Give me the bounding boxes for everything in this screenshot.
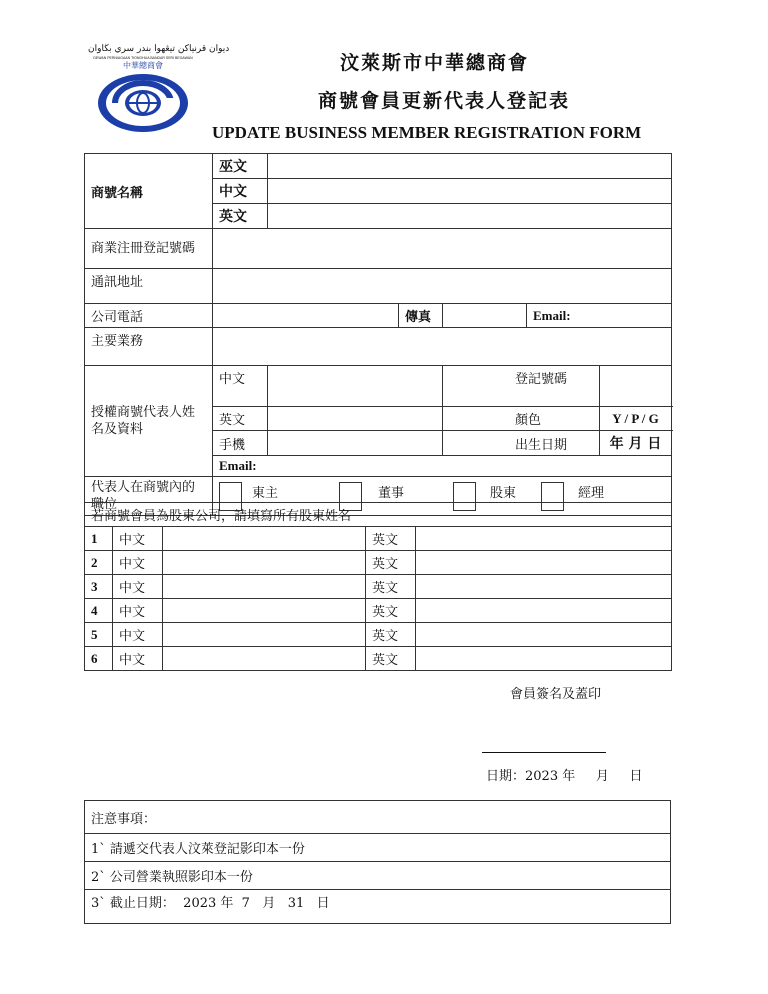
chinese-label: 中文: [113, 551, 163, 575]
signature-date: 日期：2023 年 月 日: [486, 769, 643, 784]
address-field[interactable]: [213, 269, 672, 304]
english-label: 英文: [366, 647, 416, 671]
position-manager[interactable]: 經理: [541, 482, 604, 511]
chinese-label: 中文: [113, 599, 163, 623]
dob-field[interactable]: 年 月 日: [600, 431, 672, 456]
fax-label: 傳真: [399, 304, 443, 328]
phone-field[interactable]: [213, 304, 399, 328]
english-label: 英文: [366, 599, 416, 623]
list-item: 1` 請遞交代表人汶萊登記影印本一份: [85, 834, 671, 862]
position-owner[interactable]: 東主: [219, 482, 278, 511]
reg-no-field[interactable]: [213, 229, 672, 269]
form-title-en: UPDATE BUSINESS MEMBER REGISTRATION FORM: [212, 123, 642, 142]
english-label: 英文: [366, 527, 416, 551]
color-label: 顏色: [443, 407, 600, 431]
list-item: 2` 公司營業執照影印本一份: [85, 862, 671, 890]
shareholder-english-field[interactable]: [416, 551, 672, 575]
logo-malay-script: ديوان قرنياكن تيڠهوا بندر سري بڬاوان: [88, 44, 230, 54]
row-number: 4: [85, 599, 113, 623]
table-row: [85, 551, 672, 575]
email-label: Email:: [527, 304, 672, 328]
logo-chinese-text: 中華總商會: [123, 61, 163, 70]
org-name: 汶萊斯市中華總商會: [340, 52, 530, 74]
rep-english-label: 英文: [213, 407, 268, 431]
chinese-label: 中文: [113, 527, 163, 551]
english-label: 英文: [366, 575, 416, 599]
shareholder-chinese-field[interactable]: [163, 599, 366, 623]
position-director[interactable]: 董事: [339, 482, 404, 511]
business-name-chinese-field[interactable]: [268, 179, 672, 204]
mobile-field[interactable]: [268, 431, 443, 456]
mobile-label: 手機: [213, 431, 268, 456]
form-title-cn: 商號會員更新代表人登記表: [318, 90, 571, 112]
notes-box: [84, 800, 671, 924]
english-label: 英文: [213, 204, 268, 229]
logo-malay-text: DEWAN PERNIAGAAN TIONGHUA BANDAR SERI BEGAWAN: [93, 56, 193, 60]
shareholder-chinese-field[interactable]: [163, 647, 366, 671]
table-row: [85, 647, 672, 671]
shareholders-note: 若商號會員為股東公司，請填寫所有股東姓名: [85, 503, 672, 527]
business-name-label: 商號名稱: [85, 154, 213, 229]
shareholder-english-field[interactable]: [416, 527, 672, 551]
table-row: [85, 599, 672, 623]
shareholder-english-field[interactable]: [416, 647, 672, 671]
business-activity-label: 主要業務: [85, 328, 213, 366]
dob-label: 出生日期: [443, 431, 600, 456]
logo: [88, 44, 230, 139]
reg-no-label: 商業注冊登記號碼: [85, 229, 213, 269]
notes-title: 注意事項：: [85, 801, 671, 834]
shareholder-chinese-field[interactable]: [163, 551, 366, 575]
chinese-label: 中文: [113, 575, 163, 599]
fax-field[interactable]: [443, 304, 527, 328]
color-options[interactable]: Y / P / G: [600, 407, 672, 431]
rep-chinese-label: 中文: [213, 366, 268, 407]
english-label: 英文: [366, 551, 416, 575]
rep-label: 授權商號代表人姓名及資料: [85, 366, 213, 477]
logo-emblem-icon: [93, 71, 193, 135]
shareholder-chinese-field[interactable]: [163, 527, 366, 551]
row-number: 6: [85, 647, 113, 671]
chinese-label: 中文: [113, 647, 163, 671]
shareholder-chinese-field[interactable]: [163, 623, 366, 647]
row-number: 5: [85, 623, 113, 647]
shareholder-english-field[interactable]: [416, 575, 672, 599]
malay-label: 巫文: [213, 154, 268, 179]
business-activity-field[interactable]: [213, 328, 672, 366]
position-shareholder[interactable]: 股東: [453, 482, 516, 511]
shareholder-chinese-field[interactable]: [163, 575, 366, 599]
rep-chinese-field[interactable]: [268, 366, 443, 407]
signature-label: 會員簽名及蓋印: [510, 687, 602, 702]
position-label: 代表人在商號內的職位: [85, 477, 213, 516]
rep-reg-no-field[interactable]: [600, 366, 672, 407]
business-name-english-field[interactable]: [268, 204, 672, 229]
shareholder-english-field[interactable]: [416, 599, 672, 623]
chinese-label: 中文: [213, 179, 268, 204]
phone-label: 公司電話: [85, 304, 213, 328]
signature-line[interactable]: [482, 752, 606, 753]
table-row: [85, 623, 672, 647]
rep-email-label: Email:: [213, 456, 672, 477]
rep-english-field[interactable]: [268, 407, 443, 431]
row-number: 3: [85, 575, 113, 599]
list-item: 3` 截止日期： 2023 年 7 月 31 日: [85, 890, 671, 924]
business-name-malay-field[interactable]: [268, 154, 672, 179]
rep-reg-no-label: 登記號碼: [443, 366, 600, 407]
row-number: 2: [85, 551, 113, 575]
table-row: [85, 527, 672, 551]
table-row: [85, 575, 672, 599]
address-label: 通訊地址: [85, 269, 213, 304]
shareholder-english-field[interactable]: [416, 623, 672, 647]
shareholders-table: [84, 502, 672, 671]
row-number: 1: [85, 527, 113, 551]
registration-form: [84, 153, 672, 516]
chinese-label: 中文: [113, 623, 163, 647]
english-label: 英文: [366, 623, 416, 647]
